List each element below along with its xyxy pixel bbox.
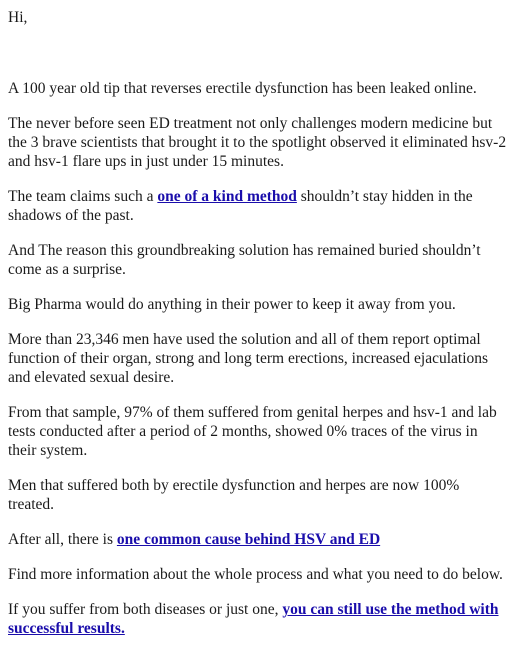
paragraph-text: The team claims such a: [8, 188, 158, 205]
paragraph-team-claims: [8, 187, 508, 225]
email-body: [8, 8, 508, 654]
paragraph-text: shouldn’t stay hidden in the shadows of the past.: [8, 188, 473, 224]
use-the-method-link[interactable]: you can still use the method with successful results.: [8, 601, 499, 637]
paragraph-common-cause: [8, 530, 508, 549]
one-of-a-kind-method-link[interactable]: one of a kind method: [157, 188, 297, 205]
paragraph-reason: And The reason this groundbreaking solution has remained buried shouldn’t come as a surprise.: [8, 242, 481, 278]
paragraph-big-pharma: Big Pharma would do anything in their power to keep it away from you.: [8, 296, 456, 313]
paragraph-text: If you suffer from both diseases or just one,: [8, 601, 283, 618]
paragraph-treated: Men that suffered both by erectile dysfunction and herpes are now 100% treated.: [8, 477, 460, 513]
paragraph-men-count: More than 23,346 men have used the solution and all of them report optimal function of their organ, strong and long term erections, increased ejaculations and elevated sexual desire.: [8, 331, 489, 386]
paragraph-text: After all, there is: [8, 531, 117, 548]
paragraph-treatment: The never before seen ED treatment not only challenges modern medicine but the 3 brave scientists that brought it to the spotlight observed it eliminated hsv-2 and hsv-1 flare ups in just under 15 minutes.: [8, 115, 507, 170]
paragraph-sample: From that sample, 97% of them suffered from genital herpes and hsv-1 and lab tests conducted after a period of 2 months, showed 0% traces of the virus in their system.: [8, 404, 497, 459]
greeting: Hi,: [8, 9, 28, 26]
common-cause-link[interactable]: one common cause behind HSV and ED: [116, 531, 381, 548]
paragraph-intro: A 100 year old tip that reverses erectile dysfunction has been leaked online.: [8, 80, 477, 97]
paragraph-final: [8, 600, 508, 638]
paragraph-more-info: Find more information about the whole process and what you need to do below.: [8, 566, 503, 583]
